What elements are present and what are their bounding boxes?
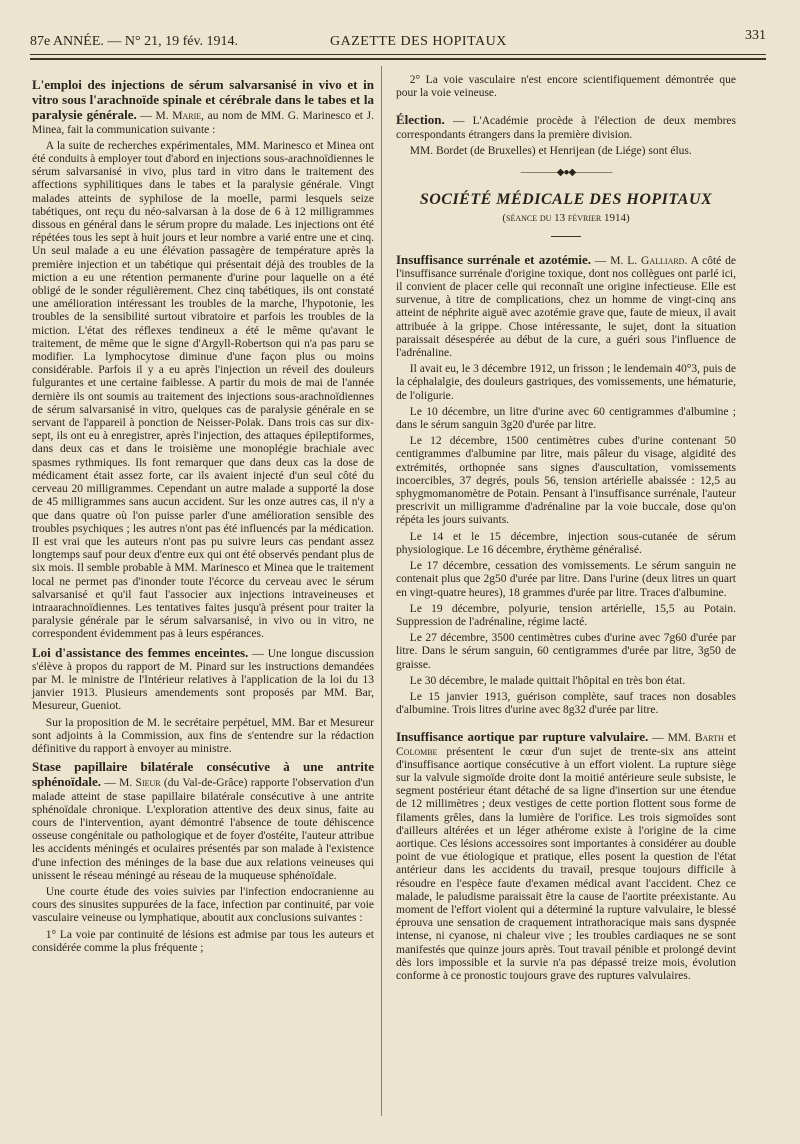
article-lead: — MM. <box>648 732 695 745</box>
right-column <box>396 74 736 986</box>
article-stase <box>32 760 374 883</box>
paragraph: Le 10 décembre, un litre d'urine avec 60 centigrammes d'albumine ; dans le sérum sanguin 3g20 d'urée par litre. <box>396 405 736 432</box>
author-name: Marie <box>172 110 202 123</box>
header-rule <box>30 54 766 55</box>
article-title: L'emploi des injections de sérum salvarsanisé in vivo et in vitro sous l'arachnoïde spinale et cérébrale dans le tabes et la paralysie générale. <box>32 77 374 123</box>
article-assistance <box>32 646 374 714</box>
author-name: Galliard <box>641 254 685 267</box>
article-lead: — M. <box>101 777 136 790</box>
paragraph: Le 15 janvier 1913, guérison complète, sauf traces non dosables d'albumine. Trois litres d'urine avec 8g32 d'urée par litre. <box>396 690 736 717</box>
article-marinesco <box>32 78 374 137</box>
article-lead: — Une longue discussion s'élève à propos du rapport de M. Pinard sur les instructions demandées par M. le ministre de l'Intérieur relatives à l'application de la loi du 13 janvier 1913. Plusieurs amendements sont proposés par MM. Bar, Mesureur, Gueniot. <box>32 647 374 713</box>
section-title: SOCIÉTÉ MÉDICALE DES HOPITAUX <box>419 191 713 209</box>
page-header <box>30 26 766 52</box>
article-lead: et <box>723 732 736 745</box>
article-lead: présentent le cœur d'un sujet de trente-six ans atteint d'insuffisance aortique consécutive à un effort violent. La rupture siège sur la valvule sigmoïde droite dont la moitié antérieure seule subsiste, le segment postérieur étant détaché de sa ligne d'insertion sur une étendue de 12 millimètres ; deux vestiges de cette portion flottent sous forme de filaments grêles, dans la lumière de l'orifice. Les trois sigmoïdes sont d'ailleurs altérées et un léger athérome existe à l'origine de la cime aortique. Ces lésions accessoires sont importantes à considérer au double point de vue étiologique et pratique, elles posent la question de l'état antérieur dans les accidents du travail, presque toujours difficile à résoudre en l'espèce faute d'examen médical avant l'accident. Chez ce malade, le paludisme paraissait être la cause de l'aortite préexistante. Au moment de l'effort violent qui a déterminé la rupture valvulaire, le blessé éprouva une sensation de craquement intrathoracique mais sans dyspnée intense, ni cyanose, ni chaleur vive ; les troubles cardiaques ne se sont manifestés que quinze jours après. Tout travail pénible et prolongé devint dès lors impossible et la survie n'a pas dépassé treize mois, évolution conforme à ce pronostic toujours grave des ruptures valvulaires. <box>396 745 736 982</box>
left-column <box>32 74 374 958</box>
article-lead: (du Val-de-Grâce) rapporte l'observation d'un malade atteint de stase papillaire bilatérale consécutive à une antrite sphénoïdale chronique. L'exploration attentive des deux sinus, faite au cours de l'intervention, ayant démontré l'absence de toute déhiscence osseuse congénitale ou pathologique et de foyer d'ostéite, l'auteur attribue les accidents méningés et oculaires présentés par son malade à l'existence d'une infection des méninges de la base due aux relations veineuses qui unissent le réseau méningé au réseau de la muqueuse sphénoïdale. <box>32 777 374 882</box>
article-lead: — L'Académie procède à l'élection de deux membres correspondants étrangers dans la première division. <box>396 115 736 141</box>
paragraph: Il avait eu, le 3 décembre 1912, un frisson ; le lendemain 40°3, puis de la céphalalgie, des douleurs gastriques, des vomissements, une hématurie, de l'oligurie. <box>396 363 736 402</box>
article-title: Insuffisance surrénale et azotémie. <box>396 251 592 267</box>
article-election <box>396 113 736 141</box>
paragraph: 1° La voie par continuité de lésions est admise par tous les auteurs et considérée comme la plus fréquente ; <box>32 928 374 954</box>
article-aortique <box>396 730 736 983</box>
article-lead: — M. L. <box>591 254 642 267</box>
journal-title: GAZETTE DES HOPITAUX <box>330 34 507 49</box>
paragraph: Le 27 décembre, 3500 centimètres cubes d'urine avec 7g60 d'urée par litre. Dans le sérum sanguin, 60 centigrammes d'urée par litre, 3g50 de graisse. <box>396 632 736 671</box>
article-lead: , au nom de MM. G. Marinesco et J. Minea, fait la communication suivante : <box>32 110 374 136</box>
paragraph: Le 12 décembre, 1500 centimètres cubes d'urine contenant 50 centigrammes d'albumine par litre, mais pâleur du visage, algidité des extrémités, orthopnée sans signes d'auscultation, vomissements incoercibles, 37 degrés, pouls 56, tension artérielle abaissée : 12,5 au sphygmomanomètre de Potain. Pensant à l'insuffisance surrénale, l'auteur prescrivit un milligramme d'adrénaline par la voie buccale, dose qu'on répéta les jours suivants. <box>396 435 736 527</box>
paragraph: Le 17 décembre, cessation des vomissements. Le sérum sanguin ne contenait plus que 2g50 d'urée par litre. Dans l'urine (deux litres un quart en vingt-quatre heures), 18 grammes d'urée par litre. Traces d'albumine. <box>396 560 736 599</box>
author-name: Colombe <box>396 745 438 758</box>
issue-info: 87e ANNÉE. — N° 21, 19 fév. 1914. <box>30 34 239 49</box>
article-title: Loi d'assistance des femmes enceintes. <box>32 644 249 660</box>
paragraph: Une courte étude des voies suivies par l'infection endocranienne au cours des sinusites suppurées de la face, infection par continuité, par voie vasculaire veineuse ou lymphatique, aboutit aux conclusions suivantes : <box>32 885 374 925</box>
fleuron-ornament: ————◆●◆———— <box>520 167 612 179</box>
page-number: 331 <box>745 28 766 43</box>
paragraph: Le 14 et le 15 décembre, injection sous-cutanée de sérum physiologique. Le 16 décembre, érythème généralisé. <box>396 530 736 556</box>
author-name: Sieur <box>135 777 161 790</box>
session-date: (séance du 13 février 1914) <box>502 212 630 225</box>
header-rule-thick <box>30 58 766 60</box>
paragraph: 2° La voie vasculaire n'est encore scientifiquement démontrée que pour la voie veineuse. <box>396 74 736 100</box>
article-title: Insuffisance aortique par rupture valvulaire. <box>396 729 649 745</box>
paragraph: MM. Bordet (de Bruxelles) et Henrijean (de Liége) sont élus. <box>409 144 692 157</box>
article-title: Stase papillaire bilatérale consécutive à une antrite sphénoïdale. <box>32 759 374 790</box>
article-surrenale <box>396 253 736 361</box>
article-lead: . A côté de l'insuffisance surrénale d'origine toxique, dont nos collègues ont parlé ici, il convient de placer celle qui reconnaît une origine infectieuse. Elle est survenue, à titre de complications, chez un homme de vingt-cinq ans atteint de néphrite aiguë avec azotémie grave que, faute de mieux, il avait attribuée à la grippe. Chose intéressante, le sujet, dont la situation paraissait désespérée au début de la cure, a guéri sous l'influence de l'adrénaline. <box>396 254 736 360</box>
paragraph: A la suite de recherches expérimentales, MM. Marinesco et Minea ont été conduits à employer tout d'abord en injections sous-arachnoïdiennes le sérum salvarsanisé in vivo, plus tard in vitro dans le traitement des affections syphilitiques dans le tabes et la paralysie générale. Vingt malades atteints de syphilose de la moelle, parmi lesquels seize tabétiques, ont reçu du néo-salvarsan à la dose de 6 à 12 milligrammes dissous en général dans le sérum propre du malade. Les injections ont été répétées tous les sept à huit jours et leur nombre a varié entre une et cinq. Un seul malade a eu une élévation passagère de température après la première injection et un tabétique qui présentait déjà des troubles de la miction a eu une rétention permanente d'urine pour laquelle on a été obligé de le sonder régulièrement. Chez cinq tabétiques, ils ont constaté une amélioration intéressant les troubles de la marche, l'hypotonie, les troubles de la sensibilité surtout vibratoire et parfois les troubles de la miction. L'état des réflexes tendineux a été le même qu'avant le traitement, de même que le signe d'Argyll-Robertson qui n'a pas paru se modifier. La lymphocytose diminue d'une façon plus ou moins considérable. Parfois il y a eu après l'injection un réveil des douleurs fulgurantes et une certaine faiblesse. A partir du mois de mai de l'année dernière ils ont soumis au traitement des injections sous-arachnoïdiennes de sérum salvarsanisé in vitro, quelques cas de paralysie générale en se servant de l'appareil à ponction de Neisser-Polak. Dans trois cas sur dix-sept, ils ont eu à enregistrer, après l'injection, des attaques épileptiformes, dans deux cas et dans le troisième une monoplégie brachiale avec spasmes rythmiques. Ils font remarquer que dans deux cas la dose de médicament était assez forte, car ils avaient injecté d'un seul côté du cerveau 20 milligrammes. Cependant un autre malade a supporté la dose de 45 milligrammes sans aucun accident. Sur les onze autres cas, il n'y a que dans quatre où l'on puisse parler d'une amélioration sensible des troubles psychiques ; les autres n'ont pas été influencés par la médication. Il est vrai que les auteurs n'ont pas pu suivre leurs cas pendant assez longtemps sauf pour deux d'entre eux qui ont été observés pendant plus de six mois. Il semble probable à MM. Marinesco et Minea que le traitement local ne permet pas d'inonder toute l'écorce du cerveau avec le sérum salvarsanisé et qu'il faut l'associer aux injections intraveineuses et intraarachnoïdiennes. Les tentatives faites jusqu'à présent pour traiter la paralysie générale par le sérum salvarsanisé, in vivo ou in vitro, ne correspondent évidemment pas à leurs espérances. <box>32 139 374 641</box>
paragraph: Sur la proposition de M. le secrétaire perpétuel, MM. Bar et Mesureur sont adjoints à la Commission, aux fins de s'entendre sur la rédaction définitive du rapport à envoyer au ministre. <box>32 716 374 755</box>
paragraph: Le 19 décembre, polyurie, tension artérielle, 15,5 au Potain. Suppression de l'adrénaline, régime lacté. <box>396 602 736 628</box>
author-name: Barth <box>694 732 724 745</box>
paragraph: Le 30 décembre, le malade quittait l'hôpital en très bon état. <box>409 674 686 687</box>
column-divider <box>381 66 382 1116</box>
article-lead: — M. <box>136 110 173 123</box>
section-rule <box>551 236 581 237</box>
article-title: Élection. <box>396 112 445 128</box>
